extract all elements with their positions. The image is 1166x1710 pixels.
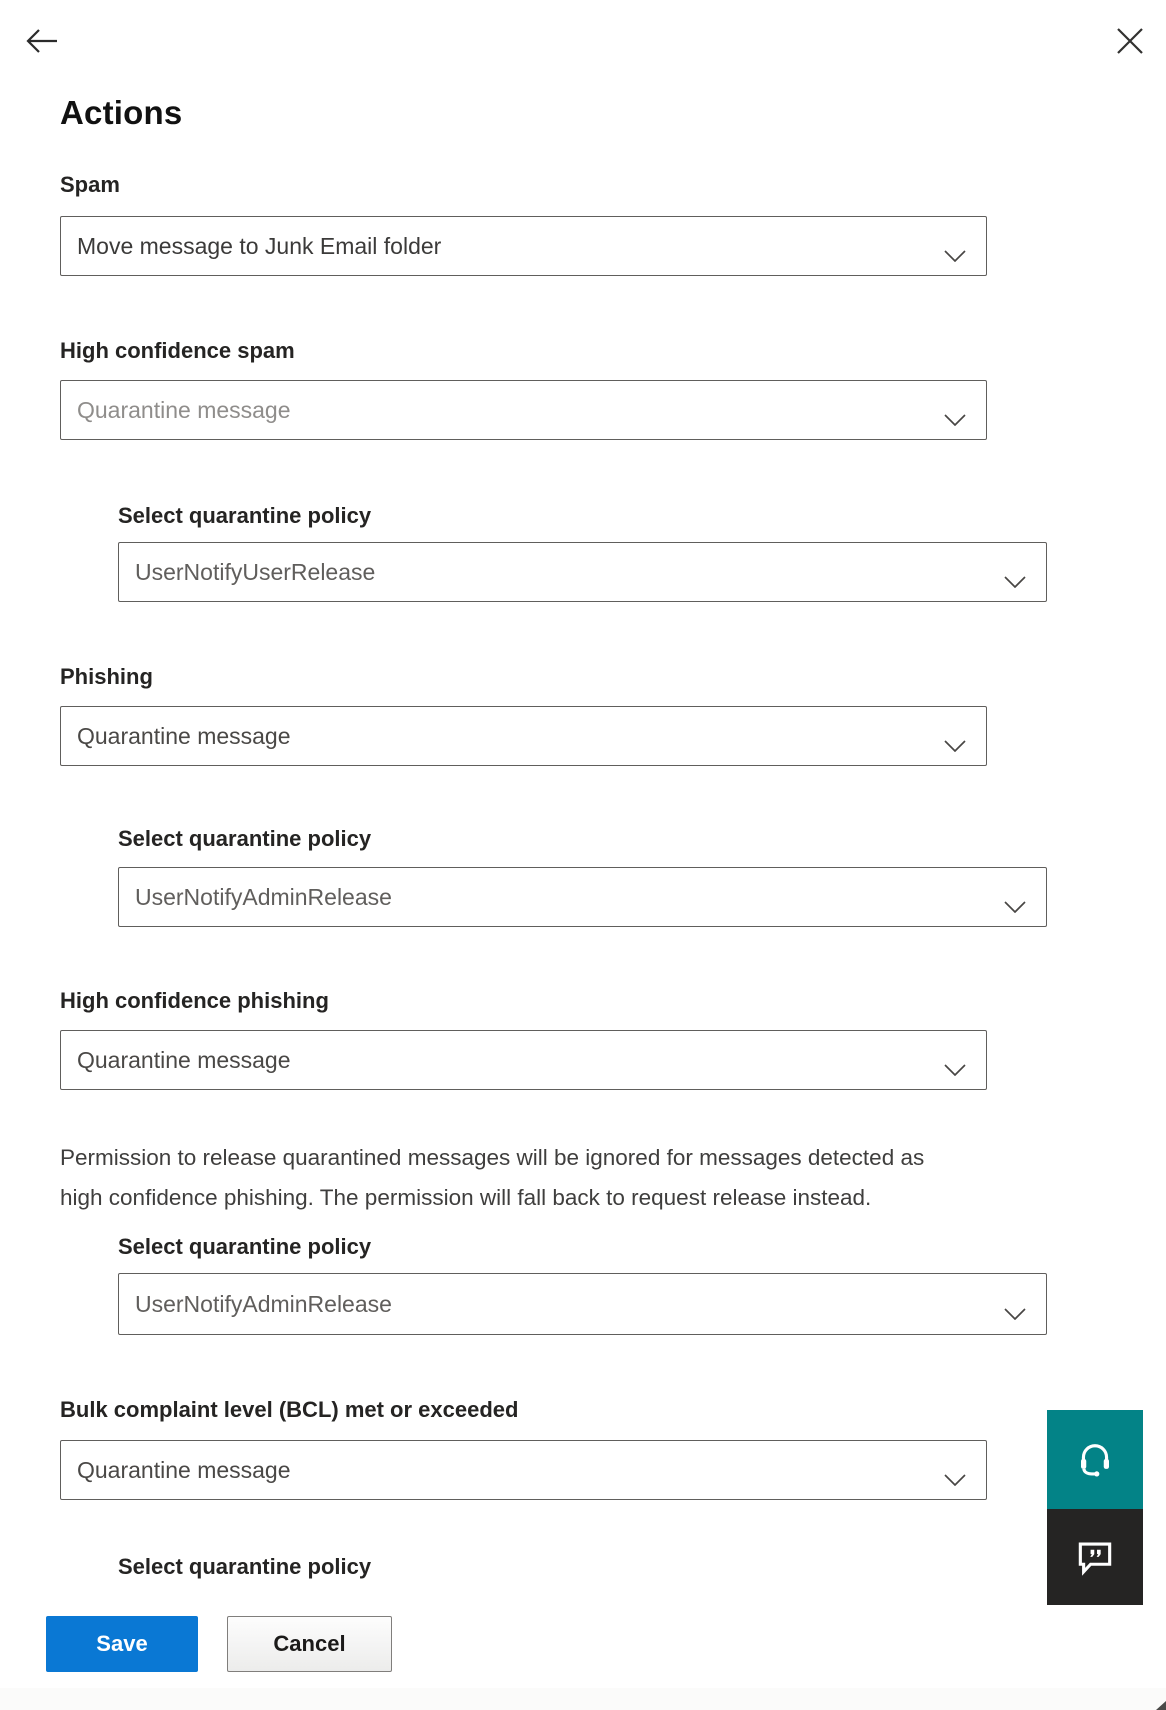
close-button[interactable] [1106, 18, 1154, 66]
hcp-policy-label: Select quarantine policy [118, 1234, 372, 1259]
chevron-down-icon [944, 1465, 966, 1492]
chevron-down-icon [944, 405, 966, 432]
hcs-policy-label: Select quarantine policy [118, 503, 372, 528]
spam-label: Spam [60, 172, 120, 197]
hcp-warning-line-2: high confidence phishing. The permission will fall back to request release instead. [60, 1185, 872, 1210]
bcl-action-dropdown[interactable] [60, 1440, 987, 1500]
hcp-warning-line-1: Permission to release quarantined messages will be ignored for messages detected as [60, 1145, 925, 1170]
high-confidence-phishing-dropdown[interactable] [60, 1030, 987, 1090]
high-confidence-phishing-value: Quarantine message [77, 1046, 291, 1073]
cancel-button[interactable]: Cancel [227, 1616, 392, 1672]
hcp-policy-value: UserNotifyAdminRelease [135, 1290, 392, 1317]
footer-band [0, 1688, 1166, 1710]
close-icon [1115, 26, 1145, 59]
back-button[interactable] [20, 20, 64, 64]
feedback-button[interactable] [1047, 1509, 1143, 1605]
corner-artifact [1156, 1701, 1166, 1710]
chevron-down-icon [944, 241, 966, 268]
hcs-policy-value: UserNotifyUserRelease [135, 558, 376, 585]
chevron-down-icon [1004, 567, 1026, 594]
spam-action-value: Move message to Junk Email folder [77, 232, 442, 259]
high-confidence-spam-dropdown[interactable] [60, 380, 987, 440]
feedback-bubble-icon [1073, 1534, 1117, 1581]
chevron-down-icon [944, 731, 966, 758]
bcl-policy-label: Select quarantine policy [118, 1554, 372, 1579]
high-confidence-spam-label: High confidence spam [60, 338, 295, 363]
phishing-policy-label: Select quarantine policy [118, 826, 372, 851]
chevron-down-icon [1004, 892, 1026, 919]
phishing-action-value: Quarantine message [77, 722, 291, 749]
phishing-policy-dropdown[interactable] [118, 867, 1047, 927]
bcl-policy-label-clipped [118, 1554, 618, 1583]
headset-icon [1074, 1437, 1116, 1482]
save-button[interactable]: Save [46, 1616, 198, 1672]
high-confidence-phishing-label: High confidence phishing [60, 988, 329, 1013]
help-button[interactable] [1047, 1410, 1143, 1509]
chevron-down-icon [944, 1055, 966, 1082]
high-confidence-spam-value: Quarantine message [77, 396, 291, 423]
phishing-policy-value: UserNotifyAdminRelease [135, 883, 392, 910]
phishing-label: Phishing [60, 664, 153, 689]
hcs-policy-dropdown[interactable] [118, 542, 1047, 602]
arrow-left-icon [24, 25, 60, 60]
bcl-label: Bulk complaint level (BCL) met or exceeded [60, 1397, 519, 1422]
bcl-action-value: Quarantine message [77, 1456, 291, 1483]
hcp-warning-text [60, 1138, 1132, 1218]
page-title: Actions [60, 94, 183, 131]
chevron-down-icon [1004, 1299, 1026, 1326]
hcp-policy-dropdown[interactable] [118, 1273, 1047, 1335]
phishing-action-dropdown[interactable] [60, 706, 987, 766]
spam-action-dropdown[interactable] [60, 216, 987, 276]
